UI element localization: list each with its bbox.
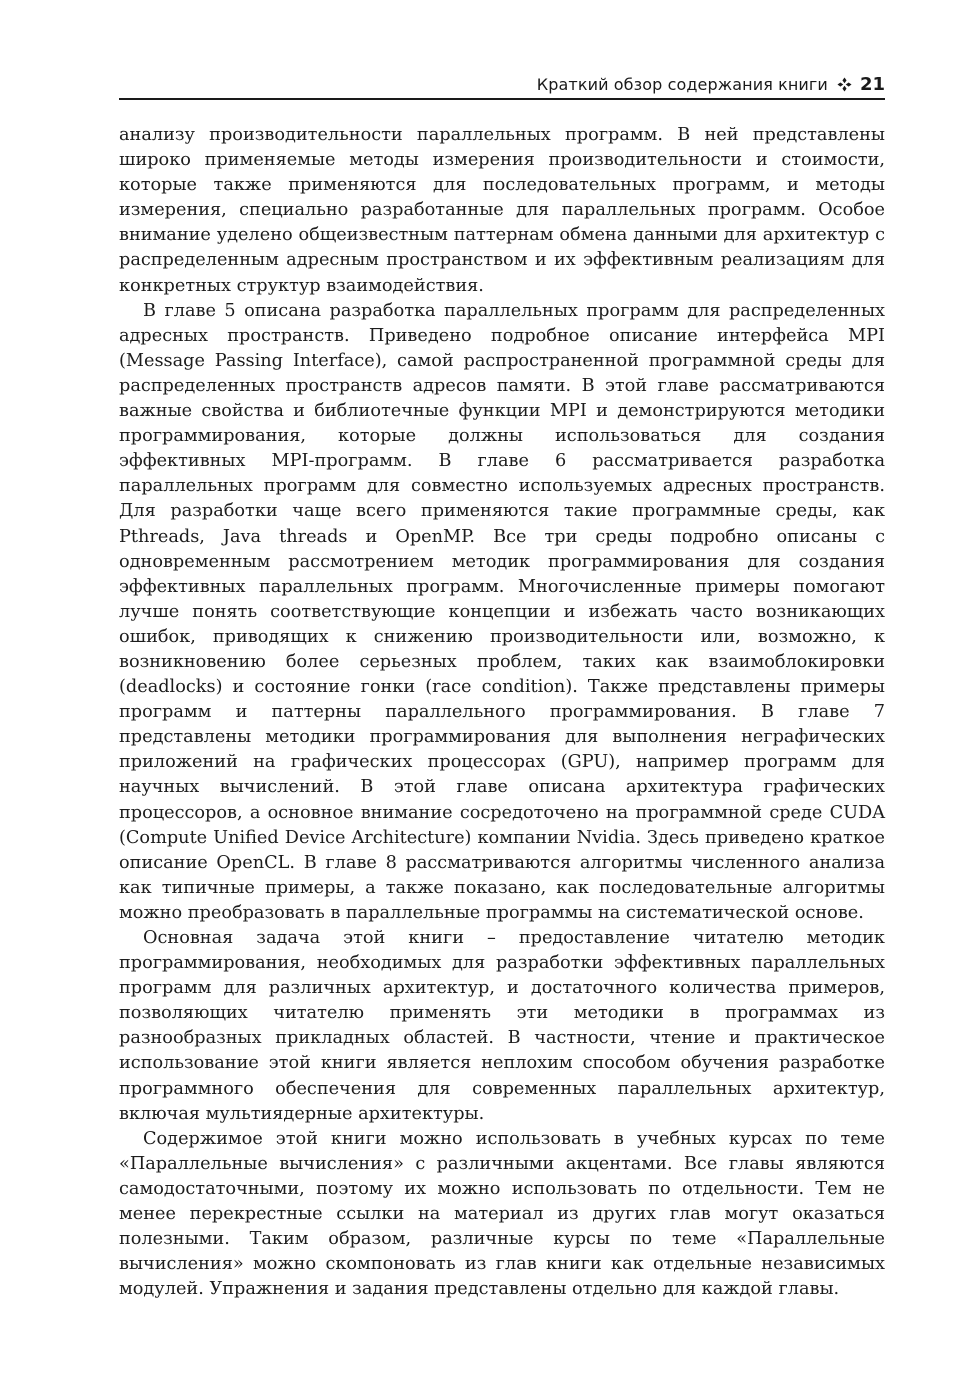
paragraph-course-usage: Содержимое этой книги можно использовать в учебных курсах по теме «Параллельные вычисления» с различными акцентами. Все главы являются самодостаточными, поэтому их можно использовать по отдельности. Тем не менее перекрестные ссылки на материал из других глав могут оказаться полезными. Таким образом, различные курсы по теме «Параллельные вычисления» можно скомпоновать из глав книги как отдельные независимых модулей. Упражнения и задания представлены отдельно для каждой главы. — [119, 1128, 885, 1300]
page-number: 21 — [859, 73, 885, 95]
paragraph-chapters-5-8: В главе 5 описана разработка параллельных программ для распределенных адресных пространств. Приведено подробное описание интерфейса MPI (Message Passing Interface), самой распространенной программной среды для распределенных пространств адресов памяти. В этой главе рассматриваются важные свойства и библиотечные функции MPI и демонстрируются методики программирования, которые должны использоваться для создания эффективных MPI-программ. В главе 6 рассматривается разработка параллельных программ для совместно используемых адресных пространств. Для разработки чаще всего применяются такие программные среды, как Pthreads, Java threads и OpenMP. Все три среды подробно описаны с одновременным рассмотрением методик программирования для создания эффективных параллельных программ. Многочисленные примеры помогают лучше понять соответствующие концепции и избежать часто возникающих ошибок, приводящих к снижению производительности или, возможно, к возникновению более серьезных проблем, таких как взаимоблокировки (deadlocks) и состояние гонки (race condition). Также представлены примеры программ и паттерны параллельного программирования. В главе 7 представлены методики программирования для выполнения неграфических приложений на графических процессорах (GPU), например программ для научных вычислений. В этой главе описана архитектура графических процессоров, а основное внимание сосредоточено на программной среде CUDA (Compute Unified Device Architecture) компании Nvidia. Здесь приведено краткое описание OpenCL. В главе 8 рассматриваются алгоритмы численного анализа как типичные примеры, а также показано, как последовательные алгоритмы можно преобразовать в параллельные программы на систематической основе. — [119, 300, 885, 923]
body-text — [119, 123, 885, 1302]
header-title: Краткий обзор содержания книги — [536, 74, 828, 94]
paragraph-continuation: анализу производительности параллельных программ. В ней представлены широко применяемые методы измерения производительности и стоимости, которые также применяются для последовательных программ, и методы измерения, специально разработанные для параллельных программ. Особое внимание уделено общеизвестным паттернам обмена данными для архитектур с распределенным адресным пространством и их эффективным реализациям для конкретных структур взаимодействия. — [119, 125, 885, 296]
four-diamond-ornament-icon — [837, 77, 852, 92]
running-header — [119, 70, 885, 100]
paragraph-main-goal: Основная задача этой книги – предоставление читателю методик программирования, необходимых для разработки эффективных параллельных программ для различных архитектур, и достаточного количества примеров, позволяющих читателю применять эти методики в программах из разнообразных прикладных областей. В частности, чтение и практическое использование этой книги является неплохим способом обучения разработке программного обеспечения для современных параллельных архитектур, включая мультиядерные архитектуры. — [119, 928, 885, 1124]
